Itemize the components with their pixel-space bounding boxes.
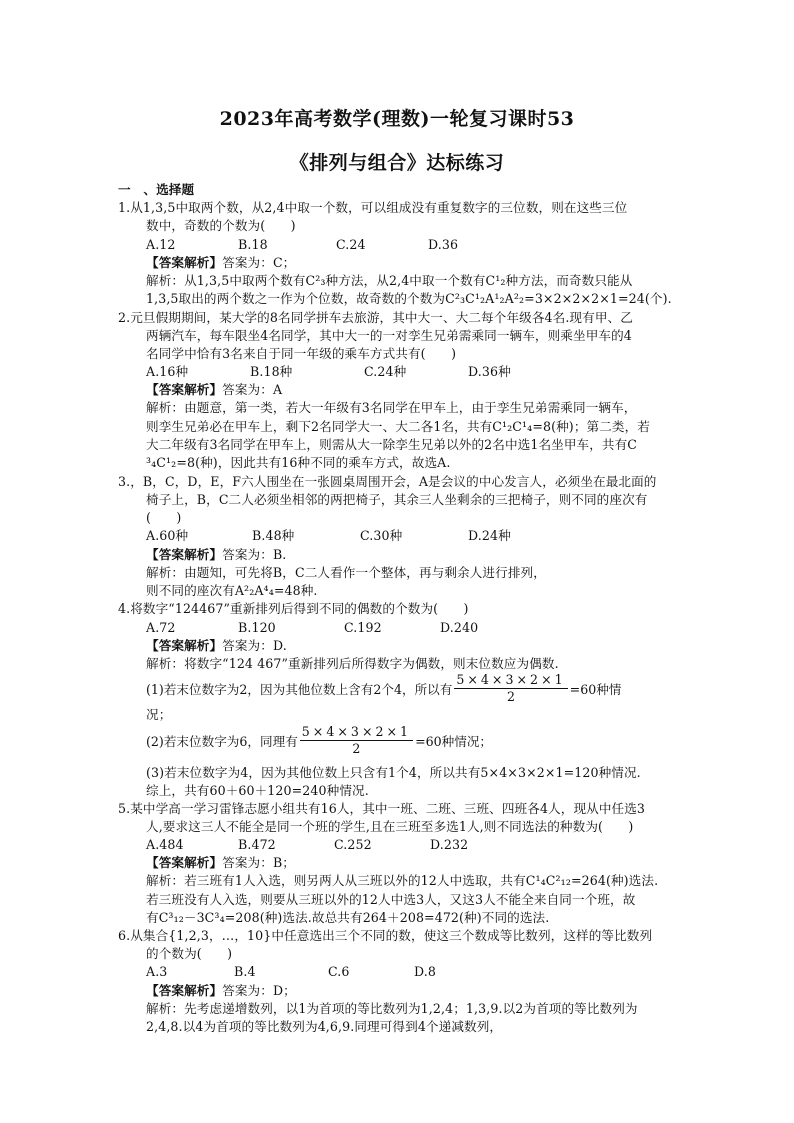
q4-fraction-1 — [454, 672, 567, 705]
document-subtitle: 《排列与组合》达标练习 — [289, 152, 505, 174]
q1-options — [146, 236, 458, 254]
q3-solution-line2: 则不同的座次有A²₂A⁴₄=48种. — [146, 583, 318, 598]
q4-summary: 综上，共有60＋60＋120=240种情况. — [146, 783, 369, 798]
q5-solution-line2: 若三班没有人入选，则要从三班以外的12人中选3人，又这3人不能全来自同一个班，故 — [146, 892, 636, 907]
q3-solution-line1: 解析：由题知，可先将B，C二人看作一个整体，再与剩余人进行排列， — [146, 565, 546, 580]
q6-solution-line2: 2,4,8.以4为首项的等比数列为4,6,9.同理可得到4个递减数列， — [146, 1019, 503, 1034]
document-title: 2023年高考数学(理数)一轮复习课时53 — [219, 108, 575, 130]
q6-option-a: A.3 — [146, 964, 168, 979]
q2-options — [146, 363, 511, 381]
q4-case2 — [146, 724, 492, 757]
q6-answer-text: 答案为：D； — [222, 983, 296, 998]
q2-stem-line2: 两辆汽车，每车限坐4名同学，其中大一的一对孪生兄弟需乘同一辆车，则乘坐甲车的4 — [146, 328, 632, 343]
q5-stem-line1: 5.某中学高一学习雷锋志愿小组共有16人，其中一班、二班、三班、四班各4人，现从中任选3 — [118, 801, 646, 816]
fraction-denominator: 2 — [352, 741, 361, 756]
q3-stem-line2: 椅子上，B，C二人必须坐相邻的两把椅子，其余三人坐剩余的三把椅子，则不同的座次有 — [146, 492, 648, 507]
q3-stem-line1: 3.，B，C，D，E，F六人围坐在一张圆桌周围开会，A是会议的中心发言人，必须坐在最北面的 — [118, 474, 657, 489]
q4-fraction-2 — [300, 724, 413, 757]
q1-option-a: A.12 — [146, 237, 176, 252]
q5-solution-line3: 有C³₁₂－3C³₄=208(种)选法.故总共有264＋208=472(种)不同的选法. — [146, 910, 550, 925]
q3-option-c: C.30种 — [360, 528, 403, 543]
q5-options — [146, 836, 468, 854]
q4-solution-line1: 解析：将数字“124 467”重新排列后所得数字为偶数，则末位数应为偶数. — [146, 656, 559, 671]
q4-answer — [146, 637, 287, 655]
q4-option-a: A.72 — [146, 620, 176, 635]
q4-option-c: C.192 — [344, 620, 382, 635]
q2-solution-line4: ³₄C¹₂=8(种)，因此共有16种不同的乘车方式，故选A. — [146, 455, 451, 470]
q6-option-c: C.6 — [328, 964, 350, 979]
q2-option-a: A.16种 — [146, 364, 189, 379]
q5-option-c: C.252 — [334, 837, 372, 852]
q1-answer — [146, 254, 295, 272]
q2-option-d: D.36种 — [468, 364, 511, 379]
q1-stem-line1: 1.从1,3,5中取两个数，从2,4中取一个数，可以组成没有重复数字的三位数，则在这些三位 — [118, 200, 628, 215]
q4-answer-text: 答案为：D. — [222, 638, 287, 653]
q3-option-b: B.48种 — [252, 528, 295, 543]
q2-option-b: B.18种 — [250, 364, 293, 379]
q6-stem-line2: 的个数为( ) — [146, 946, 233, 961]
q3-option-a: A.60种 — [146, 528, 189, 543]
q2-solution-line3: 大二年级有3名同学在甲车上，则需从大一除孪生兄弟以外的2名中选1名坐甲车，共有C — [146, 437, 638, 452]
q4-options — [146, 619, 478, 637]
q5-answer-text: 答案为：B； — [222, 855, 295, 870]
q5-option-a: A.484 — [146, 837, 184, 852]
q1-option-d: D.36 — [428, 237, 459, 252]
q2-answer-text: 答案为：A — [222, 382, 283, 397]
q2-stem-line1: 2.元旦假期期间，某大学的8名同学拼车去旅游，其中大一、大二每个年级各4名.现有甲、乙 — [118, 310, 633, 325]
q6-options — [146, 963, 436, 981]
q2-stem-line3: 名同学中恰有3名来自于同一年级的乘车方式共有( ) — [146, 346, 457, 361]
q1-option-b: B.18 — [238, 237, 268, 252]
q5-answer — [146, 854, 295, 872]
q6-stem-line1: 6.从集合{1,2,3，…，10}中任意选出三个不同的数，使这三个数成等比数列，这样的等比数列 — [118, 928, 653, 943]
answer-label: 【答案解析】 — [146, 255, 223, 270]
q1-solution-line1: 解析：从1,3,5中取两个数有C²₃种方法，从2,4中取一个数有C¹₂种方法，而奇数只能从 — [146, 273, 633, 288]
q3-answer — [146, 546, 286, 564]
q5-solution-line1: 解析：若三班有1人入选，则另两人从三班以外的12人中选取，共有C¹₄C²₁₂=264(种)选法. — [146, 873, 659, 888]
q4-case1-text: (1)若末位数字为2，因为其他位数上含有2个4，所以有 — [146, 682, 453, 697]
q5-stem-line2: 人,要求这三人不能全是同一个班的学生,且在三班至多选1人,则不同选法的种数为( ) — [146, 819, 634, 834]
q5-option-d: D.232 — [430, 837, 469, 852]
q1-option-c: C.24 — [336, 237, 366, 252]
q4-case1-tail: 况； — [146, 707, 172, 722]
q4-case2-result: =60种情况； — [415, 734, 493, 749]
answer-label: 【答案解析】 — [146, 855, 223, 870]
q2-option-c: C.24种 — [364, 364, 407, 379]
fraction-denominator: 2 — [506, 689, 515, 704]
answer-label: 【答案解析】 — [146, 638, 223, 653]
q4-case1-result: =60种情 — [569, 682, 622, 697]
q2-solution-line1: 解析：由题意，第一类，若大一年级有3名同学在甲车上，由于孪生兄弟需乘同一辆车， — [146, 400, 637, 415]
q2-answer — [146, 381, 282, 399]
q4-case2-text: (2)若末位数字为6，同理有 — [146, 734, 298, 749]
q2-solution-line2: 则孪生兄弟必在甲车上，剩下2名同学大一、大二各1名，共有C¹₂C¹₄=8(种)；第二类，若 — [146, 419, 650, 434]
q4-option-d: D.240 — [440, 620, 479, 635]
q6-solution-line1: 解析：先考虑递增数列，以1为首项的等比数列为1,2,4；1,3,9.以2为首项的等比数列为 — [146, 1001, 638, 1016]
q3-answer-text: 答案为：B. — [222, 547, 287, 562]
answer-label: 【答案解析】 — [146, 983, 223, 998]
q3-stem-line3: ( ) — [146, 510, 182, 525]
q6-option-b: B.4 — [234, 964, 256, 979]
section-heading: 一 、选择题 — [118, 182, 195, 197]
q4-case1 — [146, 672, 621, 705]
q1-stem-line2: 数中，奇数的个数为( ) — [146, 218, 296, 233]
q3-option-d: D.24种 — [468, 528, 511, 543]
fraction-numerator: 5×4×3×2×1 — [456, 672, 566, 687]
q4-option-b: B.120 — [238, 620, 276, 635]
answer-label: 【答案解析】 — [146, 547, 223, 562]
q5-option-b: B.472 — [238, 837, 276, 852]
q4-stem-line1: 4.将数字“124467”重新排列后得到不同的偶数的个数为( ) — [118, 601, 469, 616]
q6-answer — [146, 982, 296, 1000]
q4-case3: (3)若末位数字为4，因为其他位数上只含有1个4，所以共有5×4×3×2×1=120种情况. — [146, 765, 641, 780]
q1-answer-text: 答案为：C； — [222, 255, 296, 270]
answer-label: 【答案解析】 — [146, 382, 223, 397]
q6-option-d: D.8 — [414, 964, 436, 979]
q1-solution-line2: 1,3,5取出的两个数之一作为个位数，故奇数的个数为C²₃C¹₂A¹₂A²₂=3×2×2×2×1=24(个). — [146, 291, 672, 306]
q3-options — [146, 527, 511, 545]
fraction-numerator: 5×4×3×2×1 — [301, 724, 412, 739]
